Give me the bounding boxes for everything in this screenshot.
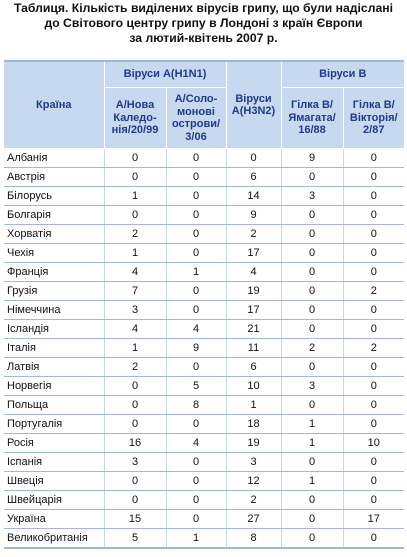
value-cell-vi: 0 [343,396,404,415]
value-cell-vi: 0 [343,225,404,244]
table-row [4,510,404,529]
col-header-new-caledonia: А/Нова Каледо-нія/20/99 [104,88,166,149]
value-cell-ya: 0 [281,301,343,320]
value-cell-so: 0 [166,510,226,529]
value-cell-ya: 0 [281,510,343,529]
table-row [4,491,404,510]
value-cell-so: 0 [166,491,226,510]
table-row [4,472,404,491]
country-cell: Болгарія [4,206,104,225]
country-cell: Хорватія [4,225,104,244]
value-cell-nc: 7 [104,282,166,301]
country-cell: Іспанія [4,453,104,472]
value-cell-ya: 0 [281,491,343,510]
country-cell: Росія [4,434,104,453]
country-cell: Ісландія [4,320,104,339]
country-cell: Австрія [4,168,104,187]
value-cell-h3: 8 [226,529,281,549]
value-cell-so: 0 [166,472,226,491]
value-cell-so: 8 [166,396,226,415]
value-cell-so: 0 [166,301,226,320]
value-cell-so: 0 [166,206,226,225]
value-cell-vi: 0 [343,358,404,377]
col-header-a-h3n2: Віруси А(Н3N2) [226,61,281,149]
value-cell-nc: 0 [104,396,166,415]
value-cell-so: 9 [166,339,226,358]
value-cell-nc: 1 [104,244,166,263]
value-cell-h3: 27 [226,510,281,529]
value-cell-nc: 16 [104,434,166,453]
value-cell-h3: 21 [226,320,281,339]
influenza-virus-table [4,60,404,549]
value-cell-so: 0 [166,149,226,168]
value-cell-ya: 0 [281,168,343,187]
value-cell-so: 0 [166,225,226,244]
value-cell-ya: 0 [281,206,343,225]
value-cell-ya: 0 [281,358,343,377]
table-row [4,282,404,301]
value-cell-ya: 0 [281,453,343,472]
table-row [4,415,404,434]
value-cell-vi: 0 [343,320,404,339]
value-cell-nc: 2 [104,225,166,244]
value-cell-h3: 12 [226,472,281,491]
value-cell-so: 0 [166,187,226,206]
table-row [4,358,404,377]
value-cell-ya: 1 [281,415,343,434]
country-cell: Норвегія [4,377,104,396]
value-cell-vi: 2 [343,282,404,301]
table-row [4,339,404,358]
value-cell-nc: 5 [104,529,166,549]
table-row [4,149,404,168]
value-cell-h3: 17 [226,301,281,320]
value-cell-h3: 2 [226,225,281,244]
country-cell: Італія [4,339,104,358]
value-cell-nc: 0 [104,472,166,491]
value-cell-nc: 4 [104,320,166,339]
value-cell-ya: 0 [281,529,343,549]
value-cell-h3: 18 [226,415,281,434]
value-cell-nc: 15 [104,510,166,529]
value-cell-ya: 9 [281,149,343,168]
value-cell-h3: 6 [226,358,281,377]
col-group-a-h1n1: Віруси А(Н1N1) [104,61,226,88]
value-cell-nc: 1 [104,339,166,358]
col-header-solomon: А/Соло-монові острови/ 3/06 [166,88,226,149]
value-cell-h3: 19 [226,434,281,453]
value-cell-ya: 0 [281,263,343,282]
value-cell-so: 4 [166,320,226,339]
value-cell-nc: 2 [104,358,166,377]
value-cell-so: 0 [166,244,226,263]
value-cell-vi: 0 [343,263,404,282]
value-cell-nc: 0 [104,149,166,168]
value-cell-nc: 1 [104,187,166,206]
country-cell: Швейцарія [4,491,104,510]
value-cell-ya: 2 [281,339,343,358]
table-row [4,320,404,339]
value-cell-vi: 0 [343,453,404,472]
value-cell-h3: 10 [226,377,281,396]
value-cell-vi: 17 [343,510,404,529]
value-cell-h3: 2 [226,491,281,510]
table-row [4,396,404,415]
country-cell: Білорусь [4,187,104,206]
value-cell-vi: 0 [343,529,404,549]
country-cell: Україна [4,510,104,529]
header-row-groups [4,61,404,88]
value-cell-nc: 0 [104,415,166,434]
value-cell-vi: 2 [343,339,404,358]
value-cell-so: 4 [166,434,226,453]
value-cell-vi: 10 [343,434,404,453]
country-cell: Польща [4,396,104,415]
value-cell-nc: 0 [104,491,166,510]
caption-line-2: до Світового центру грипу в Лондоні з країн Європи [44,16,363,30]
value-cell-vi: 0 [343,187,404,206]
table-row [4,301,404,320]
value-cell-so: 0 [166,358,226,377]
value-cell-nc: 3 [104,453,166,472]
value-cell-so: 0 [166,168,226,187]
table-body [4,149,404,549]
value-cell-nc: 0 [104,168,166,187]
col-header-yamagata: Гілка В/ Ямагата/ 16/88 [281,88,343,149]
value-cell-vi: 0 [343,206,404,225]
col-header-victoria: Гілка В/ Вікторія/ 2/87 [343,88,404,149]
table-row [4,529,404,549]
value-cell-vi: 0 [343,168,404,187]
value-cell-ya: 0 [281,225,343,244]
value-cell-vi: 0 [343,301,404,320]
table-row [4,187,404,206]
table-row [4,377,404,396]
value-cell-h3: 19 [226,282,281,301]
country-cell: Грузія [4,282,104,301]
value-cell-h3: 0 [226,149,281,168]
value-cell-so: 5 [166,377,226,396]
table-caption [0,0,407,46]
value-cell-nc: 0 [104,377,166,396]
country-cell: Німеччина [4,301,104,320]
value-cell-h3: 6 [226,168,281,187]
value-cell-h3: 1 [226,396,281,415]
value-cell-h3: 11 [226,339,281,358]
value-cell-so: 0 [166,453,226,472]
value-cell-ya: 1 [281,434,343,453]
value-cell-vi: 0 [343,149,404,168]
value-cell-vi: 0 [343,244,404,263]
table-row [4,453,404,472]
value-cell-h3: 14 [226,187,281,206]
value-cell-nc: 0 [104,206,166,225]
value-cell-h3: 17 [226,244,281,263]
country-cell: Албанія [4,149,104,168]
value-cell-vi: 0 [343,491,404,510]
value-cell-so: 1 [166,529,226,549]
country-cell: Франція [4,263,104,282]
col-group-b: Віруси В [281,61,404,88]
caption-line-1: Таблиця. Кількість виділених вірусів грипу, що були надіслані [14,1,393,15]
table-row [4,225,404,244]
value-cell-nc: 4 [104,263,166,282]
value-cell-ya: 0 [281,282,343,301]
table-row [4,434,404,453]
country-cell: Швеція [4,472,104,491]
country-cell: Португалія [4,415,104,434]
value-cell-nc: 3 [104,301,166,320]
value-cell-vi: 0 [343,472,404,491]
country-cell: Великобританія [4,529,104,549]
value-cell-so: 0 [166,415,226,434]
caption-line-3: за лютий-квітень 2007 р. [129,31,278,45]
value-cell-h3: 3 [226,453,281,472]
table-row [4,263,404,282]
col-header-country: Країна [4,61,104,149]
value-cell-ya: 0 [281,396,343,415]
value-cell-ya: 1 [281,472,343,491]
value-cell-h3: 9 [226,206,281,225]
table-row [4,206,404,225]
country-cell: Латвія [4,358,104,377]
value-cell-ya: 0 [281,244,343,263]
value-cell-so: 0 [166,282,226,301]
value-cell-ya: 0 [281,320,343,339]
value-cell-ya: 3 [281,377,343,396]
table-row [4,244,404,263]
value-cell-vi: 0 [343,415,404,434]
value-cell-so: 1 [166,263,226,282]
value-cell-ya: 3 [281,187,343,206]
table-row [4,168,404,187]
value-cell-vi: 0 [343,377,404,396]
country-cell: Чехія [4,244,104,263]
value-cell-h3: 4 [226,263,281,282]
